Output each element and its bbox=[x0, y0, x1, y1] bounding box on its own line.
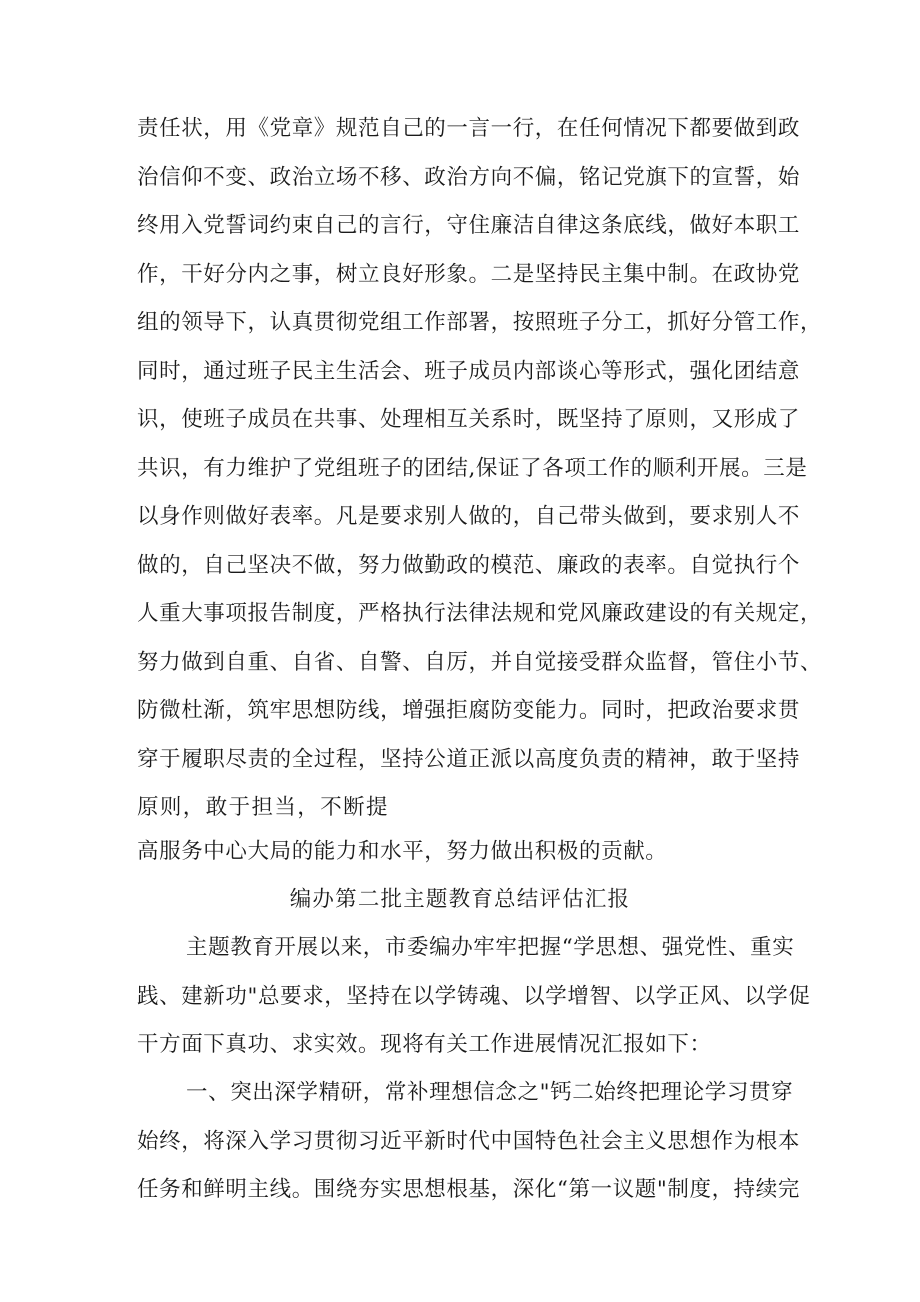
text-line: 以身作则做好表率。凡是要求别人做的，自己带头做到，要求别人不 bbox=[137, 504, 801, 529]
text-line: 原则，敢于担当，不断提 bbox=[137, 795, 389, 820]
paragraph-section-one bbox=[137, 1069, 801, 1215]
paragraph-introduction bbox=[137, 924, 811, 1070]
text-line: 干方面下真功、求实效。现将有关工作进展情况汇报如下： bbox=[137, 1032, 712, 1057]
text-line: 防微杜渐，筑牢思想防线，增强拒腐防变能力。同时，把政治要求贯 bbox=[137, 698, 801, 723]
text-line: 一、突出深学精研，常补理想信念之"钙二始终把理论学习贯穿 bbox=[186, 1080, 794, 1105]
text-line: 共识，有力维护了党组班子的团结,保证了各项工作的顺利开展。三是 bbox=[137, 455, 808, 481]
paragraph-party-discipline bbox=[137, 105, 823, 833]
text-line: 任务和鲜明主线。围绕夯实思想根基，深化“第一议题"制度，持续完 bbox=[137, 1177, 800, 1202]
text-line: 主题教育开展以来，市委编办牢牢把握“学思想、强党性、重实 bbox=[186, 935, 795, 960]
text-line: 组的领导下，认真贯彻党组工作部署，按照班子分工，抓好分管工作， bbox=[137, 310, 823, 335]
text-line: 同时，通过班子民主生活会、班子成员内部谈心等形式，强化团结意 bbox=[137, 358, 801, 384]
text-line: 穿于履职尽责的全过程，坚持公道正派以高度负责的精神，敢于坚持 bbox=[137, 746, 801, 772]
text-line: 努力做到自重、自省、自警、自厉，并自觉接受群众监督，管住小节、 bbox=[137, 649, 823, 675]
text-line: 践、建新功"总要求，坚持在以学铸魂、以学增智、以学正风、以学促 bbox=[137, 983, 811, 1009]
text-line: 始终，将深入学习贯彻习近平新时代中国特色社会主义思想作为根本 bbox=[137, 1128, 801, 1154]
text-line: 高服务中心大局的能力和水平，努力做出积极的贡献。 bbox=[137, 839, 668, 864]
text-line: 责任状，用《党章》规范自己的一言一行，在任何情况下都要做到政 bbox=[137, 116, 801, 141]
paragraph-continuation bbox=[137, 828, 793, 877]
text-line: 做的，自己坚决不做，努力做勤政的模范、廉政的表率。自觉执行个 bbox=[137, 552, 801, 578]
text-line: 终用入党誓词约束自己的言行，守住廉洁自律这条底线，做好本职工 bbox=[137, 213, 801, 238]
text-line: 治信仰不变、政治立场不移、政治方向不偏，铭记党旗下的宣誓，始 bbox=[137, 164, 801, 190]
text-line: 人重大事项报告制度，严格执行法律法规和党风廉政建设的有关规定， bbox=[137, 601, 823, 626]
section-title: 编办第二批主题教育总结评估汇报 bbox=[289, 887, 631, 912]
text-line: 作，干好分内之事，树立良好形象。二是坚持民主集中制。在政协党 bbox=[137, 261, 801, 287]
text-line: 识，使班子成员在共事、处理相互关系时，既坚持了原则，又形成了 bbox=[137, 407, 801, 432]
